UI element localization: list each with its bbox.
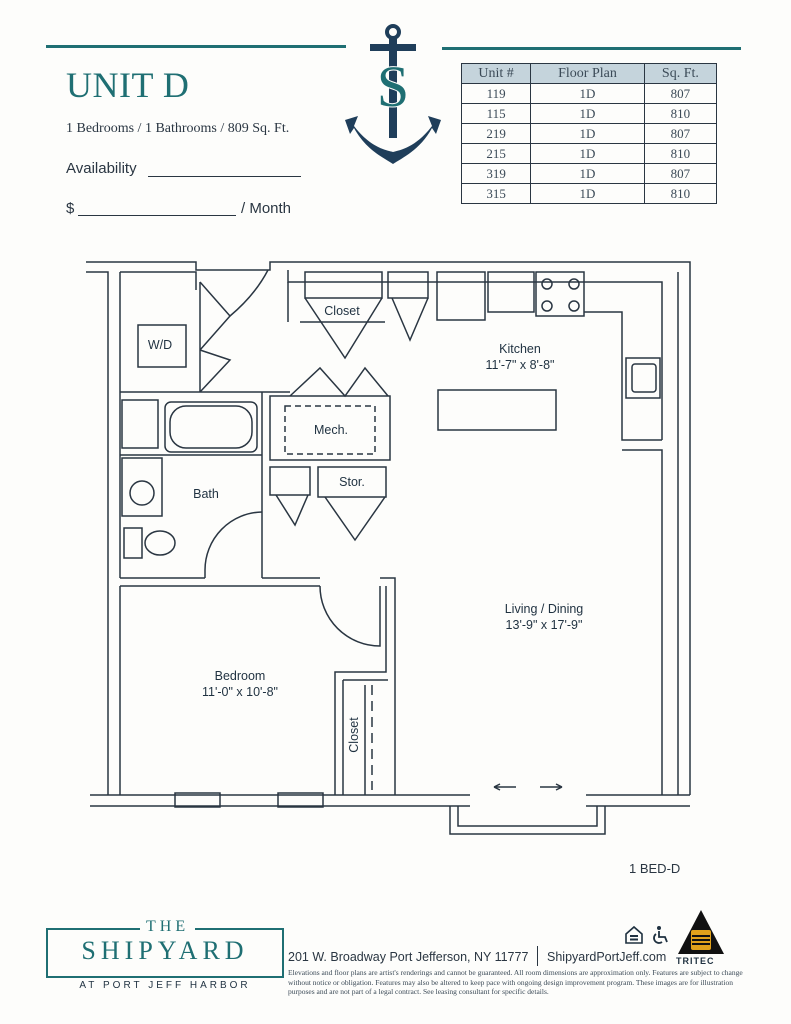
logo-subtitle: AT PORT JEFF HARBOR: [79, 980, 251, 991]
column-header-unit: Unit #: [462, 64, 531, 84]
room-label-closet-top: Closet: [324, 304, 360, 318]
disclaimer-text: Elevations and floor plans are artist's renderings and cannot be guaranteed. All room dimensions are approximation only. Features are subject to change without notice or obligation. Features may also be altered to keep pace with ongoing design improvement program. These images are for illustration purposes and are not part of a legal contract. See leasing consultant for specific details.: [288, 968, 743, 996]
footer-divider: [537, 946, 538, 966]
logo-the: THE: [140, 918, 195, 936]
room-dims-kitchen: 11'-7" x 8'-8": [485, 358, 555, 372]
tritec-logo-icon: [676, 908, 726, 956]
room-label-mech: Mech.: [313, 423, 349, 437]
cell-floor-plan: 1D: [531, 124, 645, 144]
cell-sqft: 807: [644, 164, 716, 184]
cell-unit: 315: [462, 184, 531, 204]
room-dims-living: 13'-9" x 17'-9": [505, 618, 583, 632]
cell-unit: 115: [462, 104, 531, 124]
room-dims-bedroom: 11'-0" x 10'-8": [202, 685, 278, 699]
price-prefix: $: [66, 200, 75, 217]
cell-unit: 219: [462, 124, 531, 144]
tritec-label: TRITEC: [676, 956, 715, 966]
website-link[interactable]: ShipyardPortJeff.com: [547, 950, 667, 964]
logo-letter: S: [376, 54, 410, 119]
address: 201 W. Broadway Port Jefferson, NY 11777: [288, 950, 529, 964]
room-label-stor: Stor.: [339, 475, 365, 489]
price-suffix: / Month: [241, 200, 292, 217]
cell-floor-plan: 1D: [531, 104, 645, 124]
cell-unit: 119: [462, 84, 531, 104]
equal-housing-icon: [624, 925, 644, 945]
cell-sqft: 807: [644, 84, 716, 104]
cell-floor-plan: 1D: [531, 144, 645, 164]
cell-floor-plan: 1D: [531, 184, 645, 204]
cell-floor-plan: 1D: [531, 84, 645, 104]
availability-label: Availability: [66, 160, 137, 177]
cell-unit: 215: [462, 144, 531, 164]
cell-floor-plan: 1D: [531, 164, 645, 184]
room-label-wd: W/D: [147, 338, 173, 352]
room-label-closet-bedroom: Closet: [347, 717, 361, 753]
accessibility-icon: [650, 925, 670, 945]
room-label-kitchen: Kitchen: [499, 342, 541, 356]
cell-unit: 319: [462, 164, 531, 184]
room-label-living: Living / Dining: [504, 602, 584, 616]
column-header-floor-plan: Floor Plan: [531, 64, 645, 84]
cell-sqft: 810: [644, 144, 716, 164]
plan-reference: 1 BED-D: [629, 861, 681, 876]
unit-specs: 1 Bedrooms / 1 Bathrooms / 809 Sq. Ft.: [66, 121, 290, 136]
room-label-bedroom: Bedroom: [214, 669, 266, 683]
cell-sqft: 807: [644, 124, 716, 144]
unit-title: UNIT D: [66, 65, 190, 105]
logo-name: SHIPYARD: [81, 936, 249, 965]
cell-sqft: 810: [644, 184, 716, 204]
column-header-sqft: Sq. Ft.: [644, 64, 716, 84]
cell-sqft: 810: [644, 104, 716, 124]
room-label-bath: Bath: [193, 487, 219, 501]
